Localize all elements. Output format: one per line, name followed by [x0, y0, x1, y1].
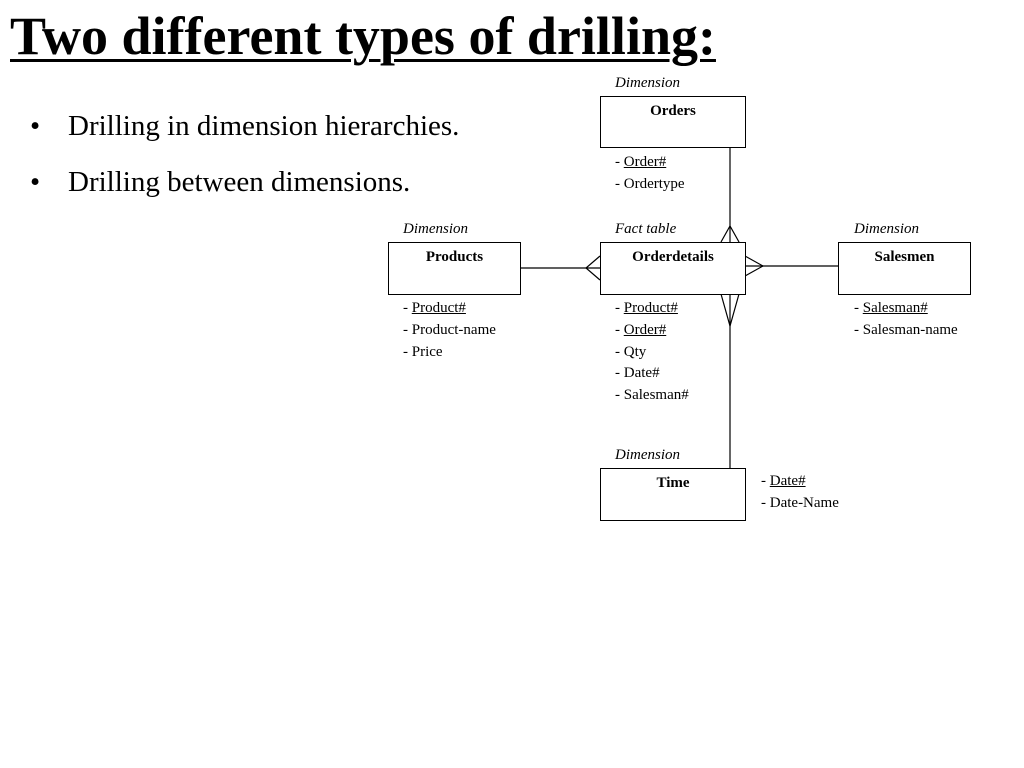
- attribute-item: - Qty: [615, 343, 647, 360]
- slide-title: Two different types of drilling:: [10, 6, 716, 66]
- salesmen-entity-name: Salesmen: [874, 249, 935, 265]
- attribute-item: - Date#: [615, 365, 660, 382]
- primary-key-attribute: Order#: [623, 154, 667, 170]
- orderdetails-type-label: Fact table: [615, 221, 677, 237]
- attribute-text: Price: [411, 343, 443, 360]
- attribute-item: - Order#: [615, 321, 667, 338]
- primary-key-attribute: Date#: [769, 473, 806, 489]
- bullet-dot-icon: •: [30, 110, 41, 142]
- salesmen-attribute-list: [854, 298, 958, 342]
- attribute-item: - Salesman-name: [854, 321, 958, 338]
- salesmen-entity-box: [838, 242, 971, 295]
- attribute-item: - Salesman#: [854, 300, 928, 316]
- bullet-text: Drilling between dimensions.: [68, 166, 411, 198]
- orderdetails-entity-name: Orderdetails: [632, 249, 714, 265]
- products-attribute-list: [403, 298, 496, 363]
- products-entity-name: Products: [425, 249, 484, 265]
- orders-attribute-list: [615, 152, 685, 196]
- orderdetails-entity-box: [600, 242, 746, 295]
- attribute-item: - Order#: [615, 154, 667, 170]
- attribute-item: - Price: [403, 343, 443, 360]
- bullet-dot-icon: •: [30, 166, 41, 198]
- attribute-text: Salesman-name: [862, 321, 958, 338]
- primary-key-attribute: Product#: [623, 300, 678, 316]
- orderdetails-attribute-list: [615, 298, 689, 407]
- attribute-item: - Date#: [761, 473, 806, 489]
- attribute-item: - Product-name: [403, 321, 496, 338]
- primary-key-attribute: Salesman#: [862, 300, 928, 316]
- time-type-label: Dimension: [615, 447, 680, 463]
- salesmen-type-label: Dimension: [854, 221, 919, 237]
- attribute-text: Salesman#: [623, 387, 689, 404]
- attribute-item: - Salesman#: [615, 387, 689, 404]
- products-type-label: Dimension: [403, 221, 468, 237]
- attribute-item: - Product#: [403, 300, 466, 316]
- orders-entity-name: Orders: [650, 103, 696, 119]
- time-entity-name: Time: [656, 475, 690, 491]
- time-attribute-list: [761, 471, 839, 515]
- orders-type-label: Dimension: [615, 75, 680, 91]
- attribute-text: Ordertype: [623, 175, 685, 192]
- bullet-text: Drilling in dimension hierarchies.: [68, 110, 460, 142]
- attribute-text: Date-Name: [769, 494, 839, 511]
- products-entity-box: [388, 242, 521, 295]
- primary-key-attribute: Product#: [411, 300, 466, 316]
- attribute-text: Product-name: [411, 321, 496, 338]
- attribute-item: - Product#: [615, 300, 678, 316]
- attribute-text: Date#: [623, 365, 660, 382]
- primary-key-attribute: Order#: [623, 321, 667, 338]
- orders-entity-box: [600, 96, 746, 148]
- attribute-item: - Date-Name: [761, 494, 839, 511]
- attribute-item: - Ordertype: [615, 175, 685, 192]
- time-entity-box: [600, 468, 746, 521]
- attribute-text: Qty: [623, 343, 647, 360]
